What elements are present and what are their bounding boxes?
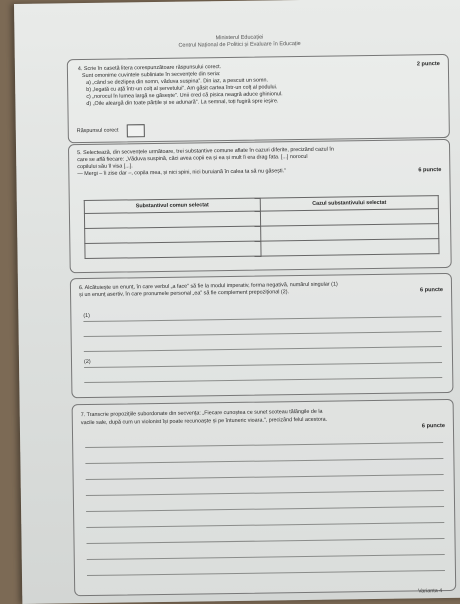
question-4-title: 4. Scrie în casetă litera corespunzătoare răspunsului corect. <box>77 64 222 73</box>
question-7-points: 6 puncte <box>421 423 445 430</box>
answer-line[interactable] <box>86 490 444 496</box>
question-4-points: 2 puncte <box>416 61 440 68</box>
answer-line[interactable] <box>87 554 445 560</box>
option-d: d) „Oile aleargă din toate părțile și se adunară”. La semnal, toți fugiră spre ieșire. <box>86 98 279 107</box>
question-5-box <box>68 139 452 273</box>
answer-label-2: (2) <box>83 358 91 366</box>
question-6-line-2: și un enunț asertiv, în care pronumele personal „ea” să fie complement prepozițional (2). <box>79 289 290 299</box>
answer-line[interactable] <box>85 442 443 448</box>
answer-line[interactable] <box>87 570 445 576</box>
question-5-line-1: 5. Selectează, din secvențele următoare, trei substantive comune aflate în cazuri diferite, precizând cazul în <box>77 146 334 157</box>
question-6-line-1: 6. Alcătuiește un enunț, în care verbul „a face” să fie la modul imperativ, forma negativă, numărul singular (1) <box>78 281 338 292</box>
option-a: a) „când se dezlipea din somn, văduva suspina”. Din iaz, a pescuit un somn. <box>86 77 269 87</box>
answer-line[interactable] <box>87 538 445 544</box>
question-6-box <box>70 273 454 398</box>
question-5-line-3: copilului său îl visa [...]. <box>77 163 133 171</box>
question-5-line-4: — Mergi – îi zise dar –, copila mea, și nici spini, nici buruiană în calea ta să nu găsești.” <box>77 168 286 178</box>
ministry-title: Ministerul Educației <box>215 34 264 42</box>
question-6-points: 6 puncte <box>419 287 444 294</box>
question-7-line-2: vacile sale, după cum un violonist își poate recunoaște și pe întuneric vioara.”, precizând felul acestora. <box>80 416 328 427</box>
question-5-points: 6 puncte <box>418 167 442 174</box>
answer-line[interactable] <box>84 377 442 383</box>
answer-line[interactable] <box>86 522 444 528</box>
option-b: b) „legată cu ață într-un colț al șervetului”. Am găsit cartea într-un colț al podului. <box>86 84 278 93</box>
page-header <box>14 32 460 51</box>
column-header-case: Cazul substantivului selectat <box>260 196 438 211</box>
question-4-intro: Sunt omonime cuvintele subliniate în secvențele din seria: <box>81 71 221 80</box>
answer-line[interactable] <box>84 362 442 368</box>
answer-line[interactable] <box>84 331 442 337</box>
question-5-line-2: care se află fiecare: „Văduva suspină, căci avea copii ea și ea și mult îi era drag fata. [...] norocul <box>77 153 308 164</box>
question-4-box <box>67 54 450 143</box>
answer-line[interactable] <box>84 346 442 352</box>
answer-box[interactable] <box>127 124 145 137</box>
exam-page <box>14 0 460 604</box>
noun-cell[interactable] <box>85 241 261 258</box>
option-c: c) „norocul în lumea largă se găsește”. Unii cred că pisica neagră aduce ghinionul. <box>86 91 283 100</box>
question-7-line-1: 7. Transcrie propozițiile subordonate din secvența: „Fiecare cunoștea ce sunet scoteau tălăngile de la <box>80 408 323 419</box>
center-title: Centrul Național de Politici și Evaluare în Educație <box>178 41 301 49</box>
case-cell[interactable] <box>261 239 439 256</box>
variant-label: Varianta 4 <box>418 588 443 595</box>
question-7-box <box>72 399 457 596</box>
column-header-noun: Substantivul comun selectat <box>84 198 260 213</box>
answer-line[interactable] <box>85 458 443 464</box>
answer-line[interactable] <box>83 316 441 322</box>
answer-label: Răspunsul corect <box>76 127 119 135</box>
answer-line[interactable] <box>86 506 444 512</box>
answer-label-1: (1) <box>83 312 90 320</box>
answer-line[interactable] <box>86 474 444 480</box>
selection-table <box>84 195 440 259</box>
